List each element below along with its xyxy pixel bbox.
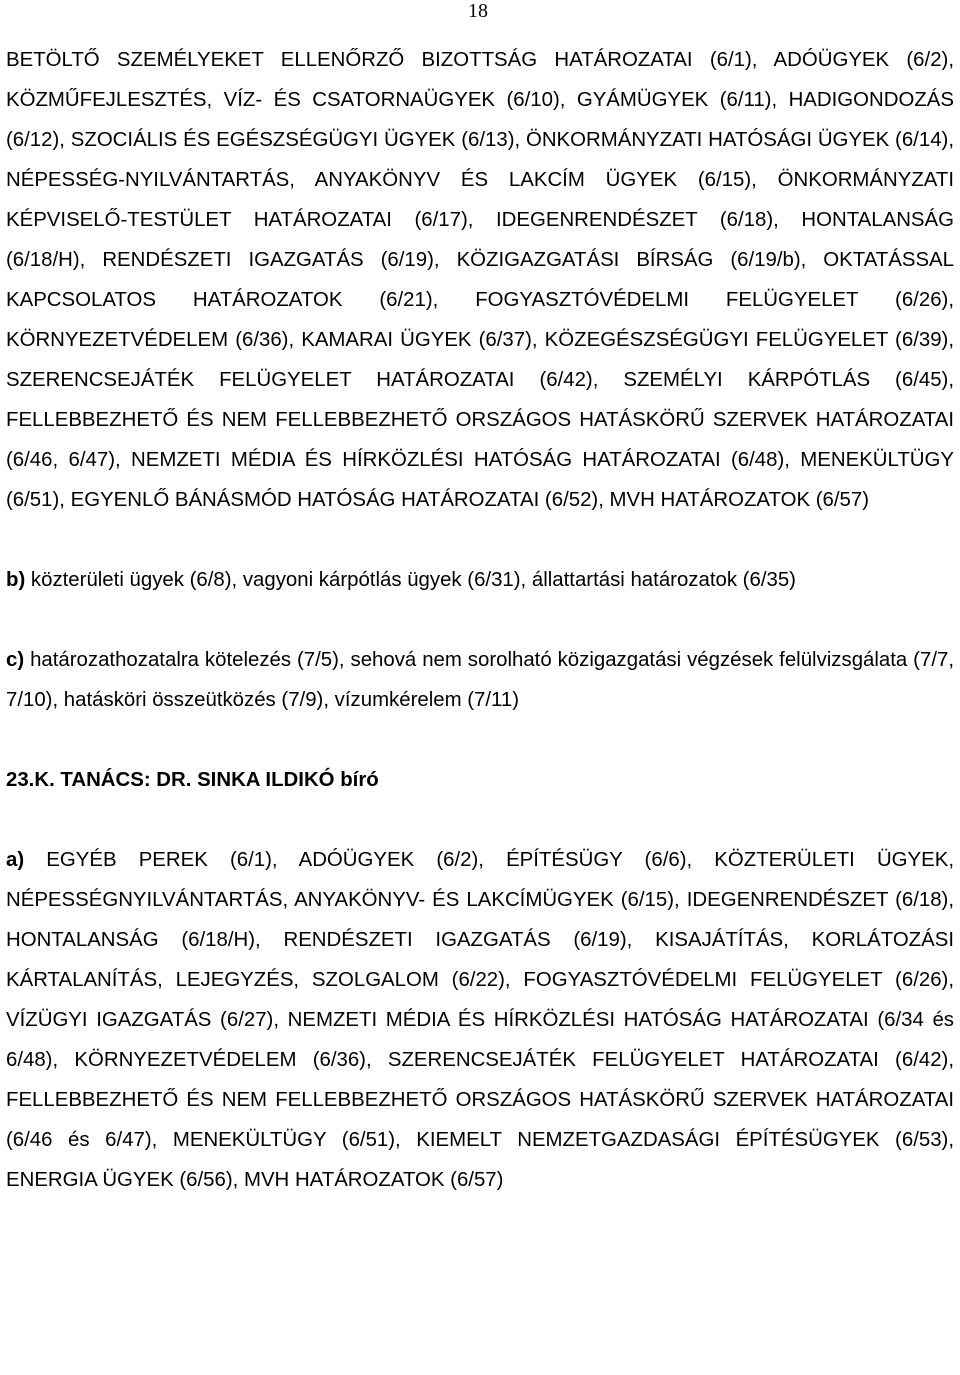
item-b-text: közterületi ügyek (6/8), vagyoni kárpótlás ügyek (6/31), állattartási határozatok (6/35): [25, 569, 796, 591]
item-a-text: EGYÉB PEREK (6/1), ADÓÜGYEK (6/2), ÉPÍTÉSÜGY (6/6), KÖZTERÜLETI ÜGYEK, NÉPESSÉGNYILVÁNTARTÁS, ANYAKÖNYV- ÉS LAKCÍMÜGYEK (6/15), IDEGENRENDÉSZET (6/18), HONTALANSÁG (6/18/H), RENDÉSZETI IGAZGATÁS (6/19), KISAJÁTÍTÁS, KORLÁTOZÁSI KÁRTALANÍTÁS, LEJEGYZÉS, SZOLGALOM (6/22), FOGYASZTÓVÉDELMI FELÜGYELET (6/26), VÍZÜGYI IGAZGATÁS (6/27), NEMZETI MÉDIA ÉS HÍRKÖZLÉSI HATÓSÁG HATÁROZATAI (6/34 és 6/48), KÖRNYEZETVÉDELEM (6/36), SZERENCSEJÁTÉK FELÜGYELET HATÁROZATAI (6/42), FELLEBBEZHETŐ ÉS NEM FELLEBBEZHETŐ ORSZÁGOS HATÁSKÖRŰ SZERVEK HATÁROZATAI (6/46 és 6/47), MENEKÜLTÜGY (6/51), KIEMELT NEMZETGAZDASÁGI ÉPÍTÉSÜGYEK (6/53), ENERGIA ÜGYEK (6/56), MVH HATÁROZATOK (6/57): [6, 849, 954, 1191]
item-b-label: b): [6, 569, 26, 591]
council-heading-text: 23.K. TANÁCS: DR. SINKA ILDIKÓ bíró: [6, 769, 379, 791]
page-number: 18: [468, 0, 488, 22]
item-a: [6, 840, 954, 1200]
document-body: [6, 40, 954, 1200]
item-c-label: c): [6, 649, 25, 671]
council-heading: [6, 760, 954, 800]
case-category-list: BETÖLTŐ SZEMÉLYEKET ELLENŐRZŐ BIZOTTSÁG HATÁROZATAI (6/1), ADÓÜGYEK (6/2), KÖZMŰFEJLESZTÉS, VÍZ- ÉS CSATORNAÜGYEK (6/10), GYÁMÜGYEK (6/11), HADIGONDOZÁS (6/12), SZOCIÁLIS ÉS EGÉSZSÉGÜGYI ÜGYEK (6/13), ÖNKORMÁNYZATI HATÓSÁGI ÜGYEK (6/14), NÉPESSÉG-NYILVÁNTARTÁS, ANYAKÖNYV ÉS LAKCÍM ÜGYEK (6/15), ÖNKORMÁNYZATI KÉPVISELŐ-TESTÜLET HATÁROZATAI (6/17), IDEGENRENDÉSZET (6/18), HONTALANSÁG (6/18/H), RENDÉSZETI IGAZGATÁS (6/19), KÖZIGAZGATÁSI BÍRSÁG (6/19/b), OKTATÁSSAL KAPCSOLATOS HATÁROZATOK (6/21), FOGYASZTÓVÉDELMI FELÜGYELET (6/26), KÖRNYEZETVÉDELEM (6/36), KAMARAI ÜGYEK (6/37), KÖZEGÉSZSÉGÜGYI FELÜGYELET (6/39), SZERENCSEJÁTÉK FELÜGYELET HATÁROZATAI (6/42), SZEMÉLYI KÁRPÓTLÁS (6/45), FELLEBBEZHETŐ ÉS NEM FELLEBBEZHETŐ ORSZÁGOS HATÁSKÖRŰ SZERVEK HATÁROZATAI (6/46, 6/47), NEMZETI MÉDIA ÉS HÍRKÖZLÉSI HATÓSÁG HATÁROZATAI (6/48), MENEKÜLTÜGY (6/51), EGYENLŐ BÁNÁSMÓD HATÓSÁG HATÁROZATAI (6/52), MVH HATÁROZATOK (6/57): [6, 49, 954, 511]
item-b: [6, 560, 954, 600]
item-c-text: határozathozatalra kötelezés (7/5), sehová nem sorolható közigazgatási végzések felülvizsgálata (7/7, 7/10), hatásköri összeütközés (7/9), vízumkérelem (7/11): [6, 649, 954, 711]
item-a-label: a): [6, 849, 25, 871]
item-c: [6, 640, 954, 720]
